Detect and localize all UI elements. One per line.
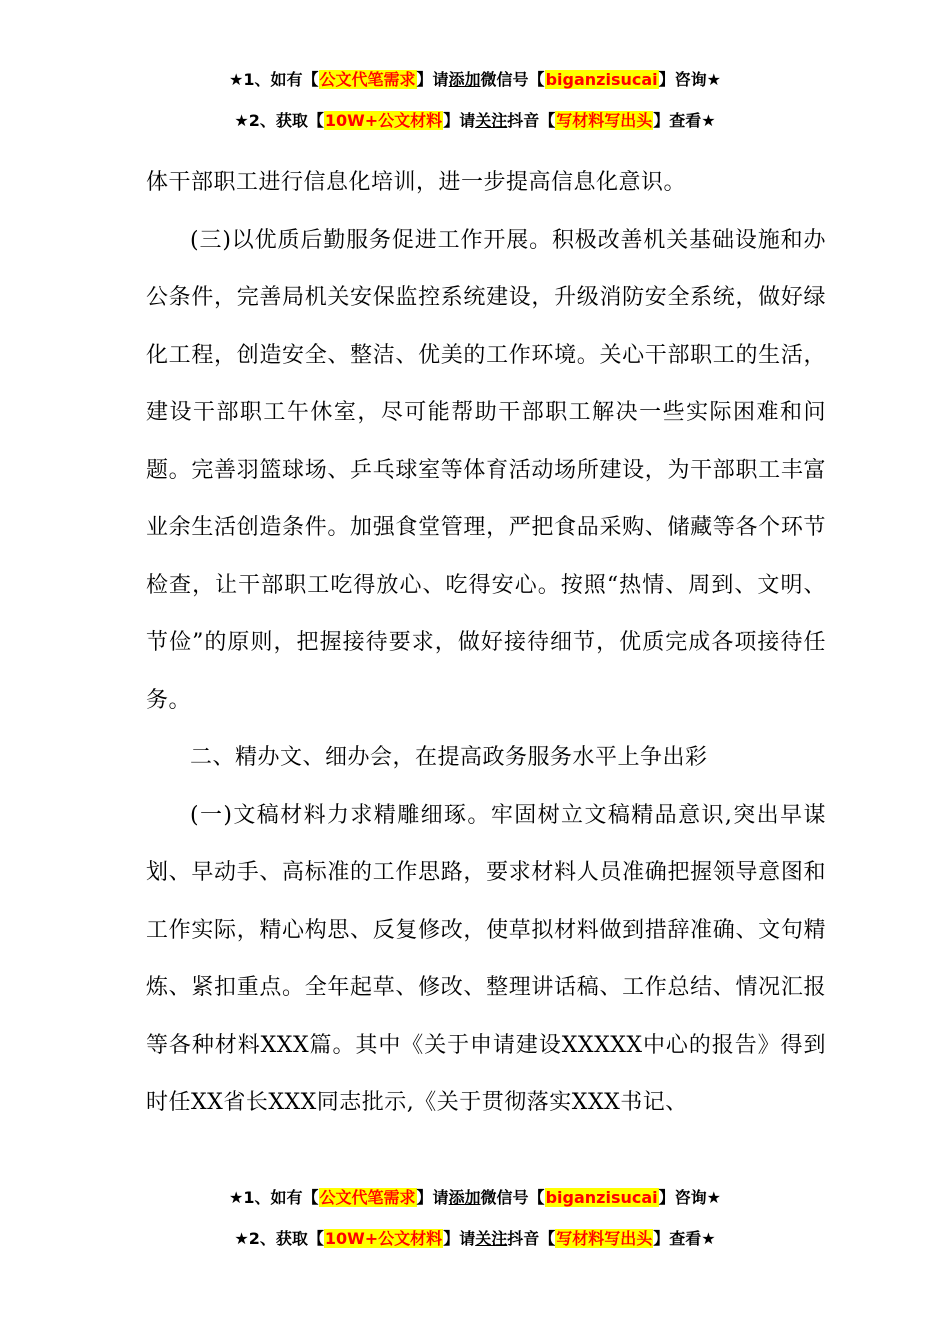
highlight-douyin-id: 写材料写出头 — [556, 1229, 653, 1248]
underlined-add: 添加 — [448, 70, 481, 89]
highlight-materials: 10W+公文材料 — [324, 111, 443, 130]
banner-text: 】请 — [443, 111, 476, 130]
banner-text: 微信号【 — [480, 70, 545, 89]
highlight-ghostwriting: 公文代笔需求 — [319, 1188, 416, 1207]
banner-text: 】请 — [443, 1229, 476, 1248]
banner-text: 】请 — [416, 1188, 449, 1207]
underlined-follow: 关注 — [475, 1229, 508, 1248]
highlight-ghostwriting: 公文代笔需求 — [319, 70, 416, 89]
paragraph-continuation: 体干部职工进行信息化培训，进一步提高信息化意识。 — [146, 170, 687, 195]
banner-text: ★1、如有【 — [229, 70, 319, 89]
paragraph-document-drafting: (一)文稿材料力求精雕细琢。牢固树立文稿精品意识,突出早谋划、早动手、高标准的工作思路，要求材料人员准确把握领导意图和工作实际，精心构思、反复修改，使草拟材料做到措辞准确、文句精炼、紧扣重点。全年起草、修改、整理讲话稿、工作总结、情况汇报等各种材料XXX篇。其中《关于申请建设XXXXX中心的报告》得到时任XX省长XXX同志批示,《关于贯彻落实XXX书记、 — [146, 802, 826, 1115]
banner-text: ★1、如有【 — [229, 1188, 319, 1207]
promo-banner-top-line-2 — [0, 110, 950, 132]
section-heading-2: 二、精办文、细办会，在提高政务服务水平上争出彩 — [190, 745, 708, 770]
underlined-follow: 关注 — [475, 111, 508, 130]
document-body — [146, 154, 826, 1132]
banner-text: 】查看★ — [653, 111, 716, 130]
highlight-materials: 10W+公文材料 — [324, 1229, 443, 1248]
promo-banner-bottom-line-2 — [0, 1228, 950, 1250]
underlined-add: 添加 — [448, 1188, 481, 1207]
banner-text: 抖音【 — [507, 111, 556, 130]
paragraph-logistics-service: (三)以优质后勤服务促进工作开展。积极改善机关基础设施和办公条件，完善局机关安保监控系统建设，升级消防安全系统，做好绿化工程，创造安全、整洁、优美的工作环境。关心干部职工的生活，建设干部职工午休室，尽可能帮助干部职工解决一些实际困难和问题。完善羽篮球场、乒乓球室等体育活动场所建设，为干部职工丰富业余生活创造条件。加强食堂管理，严把食品采购、储藏等各个环节检查，让干部职工吃得放心、吃得安心。按照“热情、周到、文明、节俭”的原则，把握接待要求，做好接待细节，优质完成各项接待任务。 — [146, 227, 826, 713]
banner-text: 】请 — [416, 70, 449, 89]
promo-banner-bottom-line-1 — [0, 1187, 950, 1209]
banner-text: 抖音【 — [507, 1229, 556, 1248]
banner-text: 微信号【 — [480, 1188, 545, 1207]
highlight-wechat-id: biganzisucai — [545, 1188, 658, 1207]
highlight-wechat-id: biganzisucai — [545, 70, 658, 89]
banner-text: ★2、获取【 — [234, 111, 324, 130]
banner-text: ★2、获取【 — [234, 1229, 324, 1248]
highlight-douyin-id: 写材料写出头 — [556, 111, 653, 130]
banner-text: 】咨询★ — [658, 70, 721, 89]
banner-text: 】咨询★ — [658, 1188, 721, 1207]
banner-text: 】查看★ — [653, 1229, 716, 1248]
promo-banner-top-line-1 — [0, 69, 950, 91]
